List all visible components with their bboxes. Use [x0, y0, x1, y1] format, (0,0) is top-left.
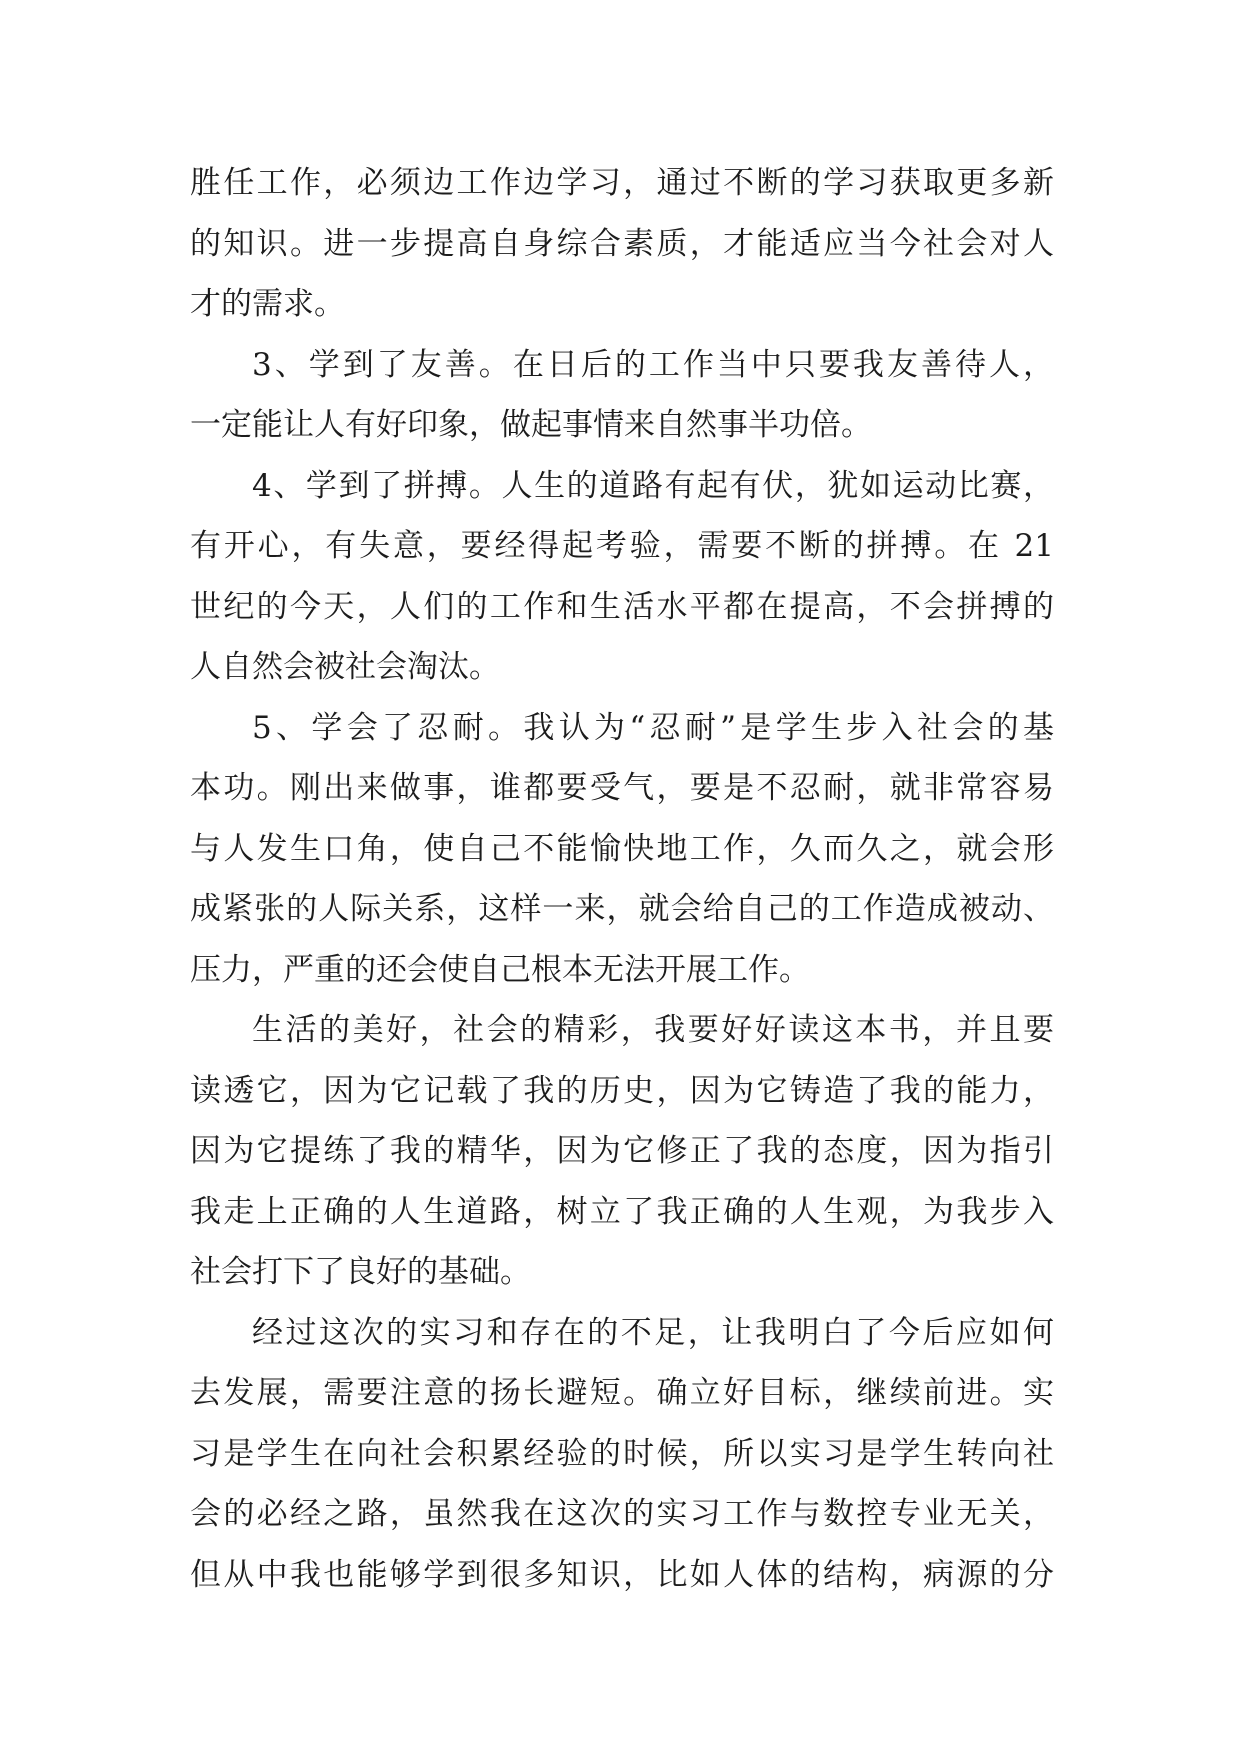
text-line: 世纪的今天，人们的工作和生活水平都在提高，不会拼搏的 [190, 588, 1054, 625]
text-line: 但从中我也能够学到很多知识，比如人体的结构，病源的分 [190, 1556, 1054, 1593]
text-line: 一定能让人有好印象，做起事情来自然事半功倍。 [190, 407, 872, 443]
paragraph-3 [190, 456, 1054, 698]
text-line: 与人发生口角，使自己不能愉快地工作，久而久之，就会形 [190, 830, 1054, 867]
text-line: 3、学到了友善。在日后的工作当中只要我友善待人， [252, 346, 1054, 383]
text-line: 生活的美好，社会的精彩，我要好好读这本书，并且要 [252, 1012, 1054, 1048]
text-line: 习是学生在向社会积累经验的时候，所以实习是学生转向社 [190, 1435, 1054, 1472]
paragraph-4 [190, 698, 1054, 1001]
text-line: 5、学会了忍耐。我认为“忍耐”是学生步入社会的基 [252, 709, 1054, 746]
text-line: 成紧张的人际关系，这样一来，就会给自己的工作造成被动、 [190, 891, 1054, 927]
text-line: 有开心，有失意，要经得起考验，需要不断的拼搏。在 21 [190, 528, 1054, 564]
text-line: 胜任工作，必须边工作边学习，通过不断的学习获取更多新 [190, 165, 1054, 201]
paragraph-5 [190, 1000, 1054, 1303]
text-line: 我走上正确的人生道路，树立了我正确的人生观，为我步入 [190, 1193, 1054, 1230]
text-line: 因为它提练了我的精华，因为它修正了我的态度，因为指引 [190, 1133, 1054, 1169]
text-line: 压力，严重的还会使自己根本无法开展工作。 [190, 951, 810, 988]
text-line: 人自然会被社会淘汰。 [190, 649, 500, 685]
text-line: 去发展，需要注意的扬长避短。确立好目标，继续前进。实 [190, 1375, 1054, 1411]
text-line: 读透它，因为它记载了我的历史，因为它铸造了我的能力， [190, 1072, 1054, 1109]
text-line: 才的需求。 [190, 286, 345, 322]
paragraph-2 [190, 335, 1054, 456]
text-line: 4、学到了拼搏。人生的道路有起有伏，犹如运动比赛， [252, 467, 1054, 504]
text-line: 经过这次的实习和存在的不足，让我明白了今后应如何 [252, 1314, 1054, 1351]
text-line: 会的必经之路，虽然我在这次的实习工作与数控专业无关， [190, 1496, 1054, 1532]
document-body [190, 153, 1054, 1605]
paragraph-6 [190, 1303, 1054, 1606]
text-line: 本功。刚出来做事，谁都要受气，要是不忍耐，就非常容易 [190, 770, 1054, 806]
paragraph-1 [190, 153, 1054, 335]
text-line: 社会打下了良好的基础。 [190, 1254, 531, 1290]
text-line: 的知识。进一步提高自身综合素质，才能适应当今社会对人 [190, 225, 1054, 262]
